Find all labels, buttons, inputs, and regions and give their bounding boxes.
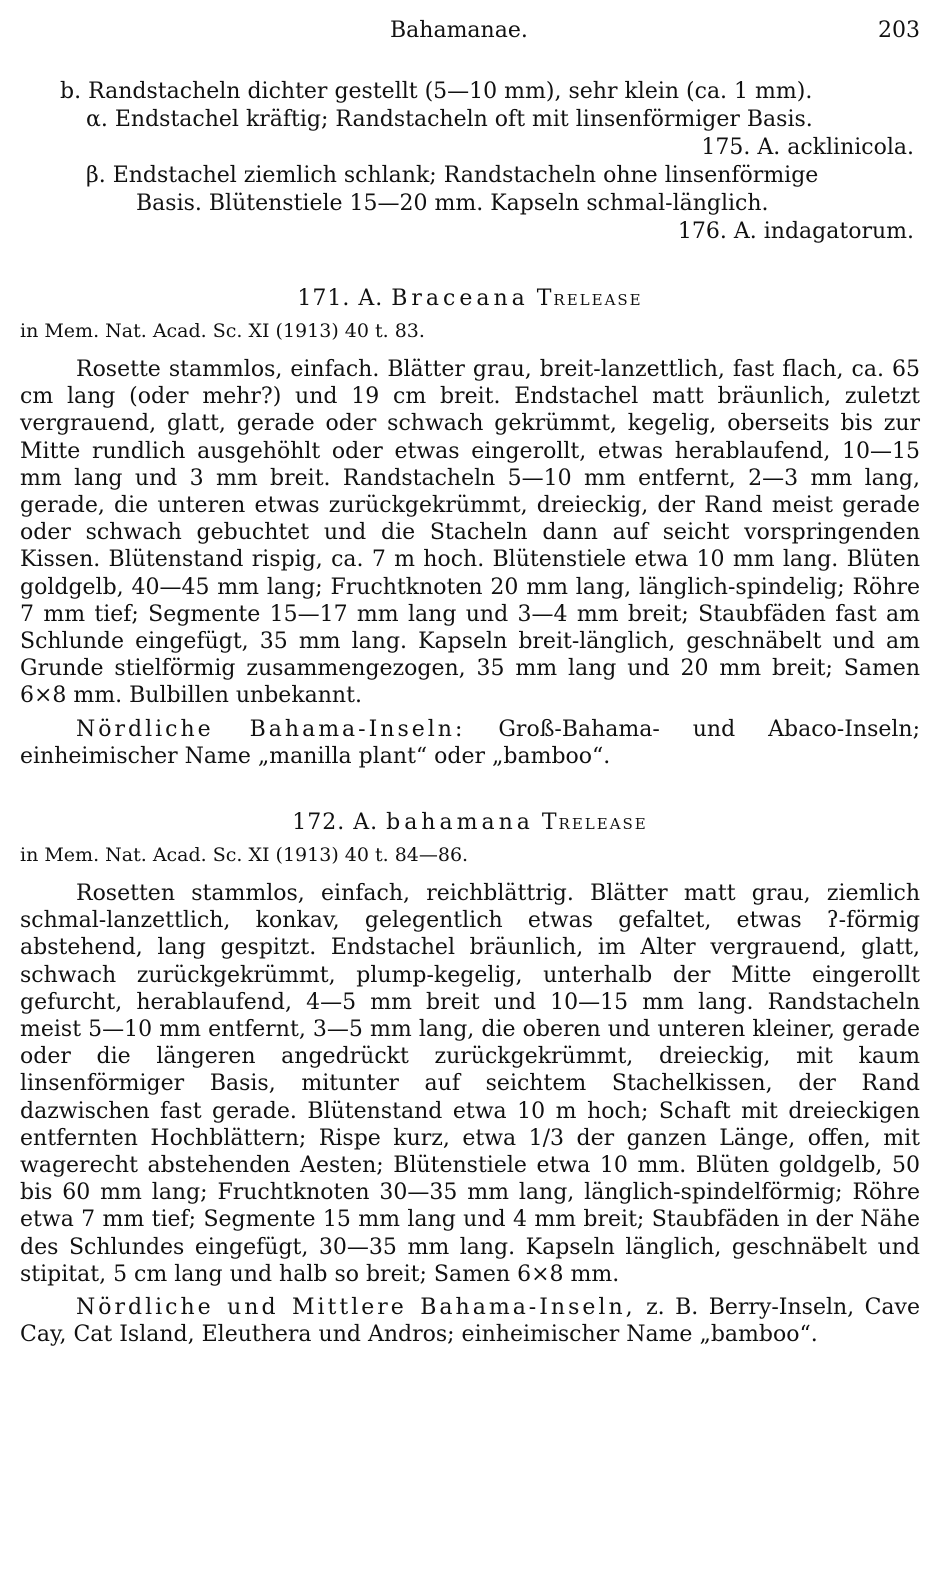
species-description: Rosette stammlos, einfach. Blätter grau, breit-lanzettlich, fast flach, ca. 65 cm lang (oder mehr?) und 19 cm breit. Endstachel matt bräunlich, zuletzt vergrauend, glatt, gerade oder schwach gekrümmt, kegelig, oberseits bis zur Mitte rundlich ausgehöhlt oder etwas eingerollt, etwas herablaufend, 10—15 mm lang und 3 mm breit. Randstacheln 5—10 mm entfernt, 2—3 mm lang, gerade, die unteren etwas zurückgekrümmt, dreieckig, der Rand meist gerade oder schwach gebuchtet und die Stacheln dann auf seicht vorspringenden Kissen. Blütenstand rispig, ca. 7 m hoch. Blütenstiele etwa 10 mm lang. Blüten goldgelb, 40—45 mm lang; Fruchtknoten 20 mm lang, länglich-spindelig; Röhre 7 mm tief; Segmente 15—17 mm lang und 3—4 mm breit; Staubfäden fast am Schlunde eingefügt, 35 mm lang. Kapseln breit-länglich, geschnäbelt und am Grunde stielförmig zusammengezogen, 35 mm lang und 20 mm breit; Samen 6×8 mm. Bulbillen unbekannt. xyxy=(20,357,920,709)
running-head xyxy=(20,18,920,50)
species-citation: in Mem. Nat. Acad. Sc. XI (1913) 40 t. 84—86. xyxy=(20,844,469,867)
distribution-text: z. B. Berry-Inseln, Cave Cay, Cat Island, Eleuthera und Andros; einheimischer Name „bamboo“. xyxy=(20,1295,921,1348)
key-line: α. Endstachel kräftig; Randstacheln oft mit linsenförmiger Basis. xyxy=(86,107,813,132)
identification-key xyxy=(20,78,920,246)
species-heading xyxy=(20,808,920,838)
species-section-172 xyxy=(20,808,920,1348)
species-distribution xyxy=(20,716,920,770)
distribution-text: Groß-Bahama- und Abaco-Inseln; einheimischer Name „manilla plant“ oder „bamboo“. xyxy=(20,716,920,769)
species-citation: in Mem. Nat. Acad. Sc. XI (1913) 40 t. 83. xyxy=(20,320,425,342)
key-line: Basis. Blütenstiele 15—20 mm. Kapseln schmal-länglich. xyxy=(136,191,769,216)
species-author: Trelease xyxy=(541,810,648,836)
key-line: 176. A. indagatorum. xyxy=(677,219,914,244)
species-name: Braceana xyxy=(391,286,529,311)
species-distribution xyxy=(20,1294,920,1348)
species-heading xyxy=(20,284,920,314)
page xyxy=(20,18,920,1349)
key-line: b. Randstacheln dichter gestellt (5—10 mm), sehr klein (ca. 1 mm). xyxy=(60,79,813,104)
species-number: 172. A. xyxy=(292,810,379,836)
running-title: Bahamanae. xyxy=(390,18,528,43)
species-section-171 xyxy=(20,284,920,770)
species-number: 171. A. xyxy=(297,286,384,311)
species-name: bahamana xyxy=(386,810,534,836)
distribution-region: Nördliche und Mittlere Bahama-Inseln, xyxy=(76,1295,636,1321)
species-author: Trelease xyxy=(536,286,643,311)
species-description: Rosetten stammlos, einfach, reichblättrig. Blätter matt grau, ziemlich schmal-lanzettlich, konkav, gelegentlich etwas gefaltet, etwas ʔ-förmig abstehend, lang gespitzt. Endstachel bräunlich, im Alter vergrauend, glatt, schwach zurückgekrümmt, plump-kegelig, unterhalb der Mitte eingerollt gefurcht, herablaufend, 4—5 mm breit und 10—15 mm lang. Randstacheln meist 5—10 mm entfernt, 3—5 mm lang, die oberen und unteren kleiner, gerade oder die längeren angedrückt zurückgekrümmt, dreieckig, mit kaum linsenförmiger Basis, mitunter auf seichtem Stachelkissen, der Rand dazwischen fast gerade. Blütenstand etwa 10 m hoch; Schaft mit dreieckigen entfernten Hochblättern; Rispe kurz, etwa 1/3 der ganzen Länge, offen, mit wagerecht abstehenden Aesten; Blütenstiele etwa 10 mm. Blüten goldgelb, 50 bis 60 mm lang; Fruchtknoten 30—35 mm lang, länglich-spindelförmig; Röhre etwa 7 mm tief; Segmente 15 mm lang und 4 mm breit; Staubfäden in der Nähe des Schlundes eingefügt, 30—35 mm lang. Kapseln länglich, geschnäbelt und stipitat, 5 cm lang und halb so breit; Samen 6×8 mm. xyxy=(20,881,920,1287)
key-line: 175. A. acklinicola. xyxy=(701,135,914,160)
page-number: 203 xyxy=(878,18,920,43)
distribution-region: Nördliche Bahama-Inseln: xyxy=(76,716,466,742)
key-line: β. Endstachel ziemlich schlank; Randstacheln ohne linsenförmige xyxy=(86,163,819,188)
